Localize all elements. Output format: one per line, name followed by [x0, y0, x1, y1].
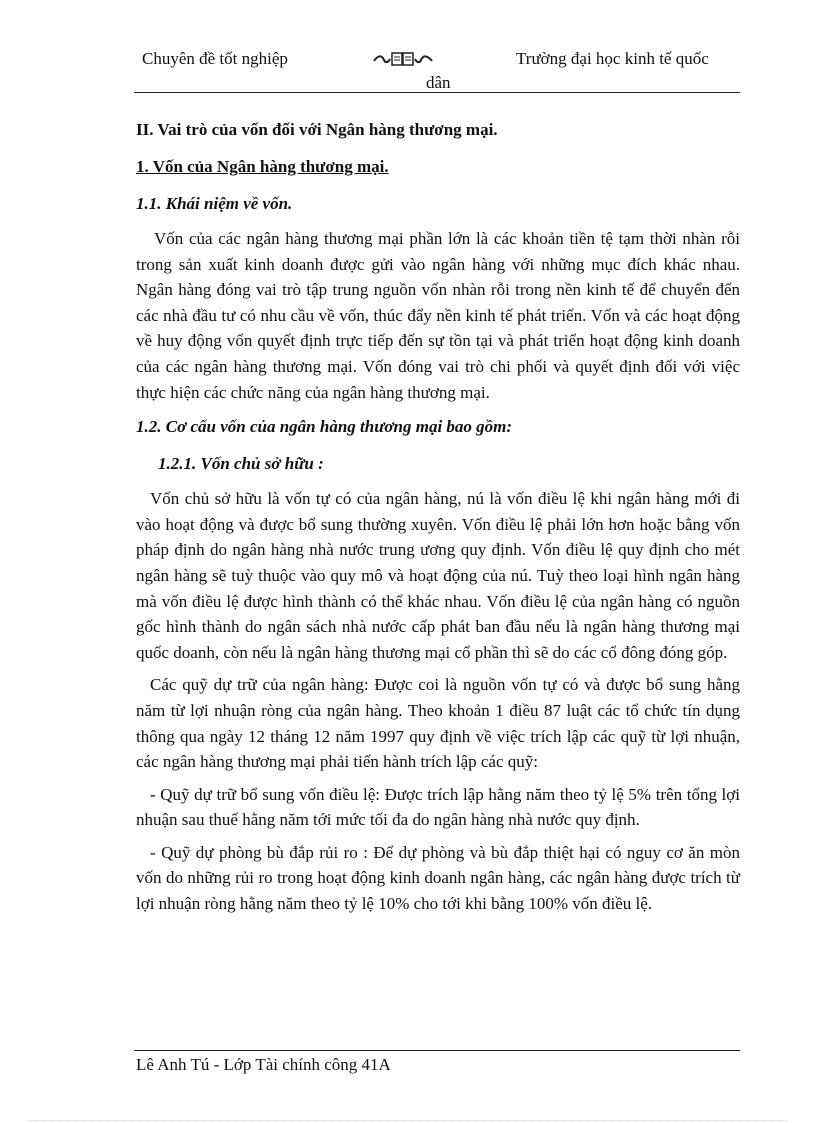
document-body	[136, 115, 740, 924]
header-left-title: Chuyên đề tốt nghiệp	[142, 49, 288, 68]
heading-1-2-1: 1.2.1. Vốn chủ sở hữu :	[158, 454, 324, 474]
paragraph-concept: Vốn của các ngân hàng thương mại phần lớn là các khoản tiền tệ tạm thời nhàn rỗi trong sản xuất kinh doanh được gửi vào ngân hàng với những mục đích khác nhau. Ngân hàng đóng vai trò tập trung nguồn vốn nhàn rỗi trong nền kinh tế để chuyển đến các nhà đầu tư có nhu cầu về vốn, thúc đẩy nền kinh tế phát triển. Vốn và các hoạt động về huy động vốn quyết định trực tiếp đến sự tồn tại và phát triển hoạt động kinh doanh của các ngân hàng thương mại. Vốn đóng vai trò chi phối và quyết định đối với việc thực hiện các chức năng của ngân hàng thương mại.	[136, 229, 740, 402]
heading-1-2: 1.2. Cơ cấu vốn của ngân hàng thương mại bao gồm:	[136, 417, 513, 437]
paragraph-equity: Vốn chủ sở hữu là vốn tự có của ngân hàng, nú là vốn điều lệ khi ngân hàng mới đi vào hoạt động và được bổ sung thường xuyên. Vốn điều lệ phải lớn hơn hoặc bằng vốn pháp định do ngân hàng nhà nước trung ương quy định. Vốn điều lệ quy định cho mét ngân hàng sẽ tuỳ thuộc vào quy mô và hoạt động của nú. Tuỳ theo loại hình ngân hàng mà vốn điều lệ được hình thành có thể khác nhau. Vốn điều lệ của ngân hàng có nguồn gốc hình thành do ngân sách nhà nước cấp phát ban đầu nếu là ngân hàng thương mại quốc doanh, còn nếu là ngân hàng thương mại cổ phần thì sẽ do các cổ đông đóng góp.	[136, 489, 740, 662]
heading-1-text: 1. Vốn của Ngân hàng thương mại.	[136, 157, 389, 176]
paragraph-charter-reserve: - Quỹ dự trữ bổ sung vốn điều lệ: Được trích lập hằng năm theo tỷ lệ 5% trên tổng lợi nhuận sau thuế hằng năm tới mức tối đa do ngân hàng nhà nước quy định.	[136, 784, 740, 830]
header-right-continuation: dân	[426, 73, 451, 92]
heading-1	[136, 152, 740, 189]
footer-rule	[134, 1050, 740, 1051]
header-right-title: Trường đại học kinh tế quốc	[516, 49, 709, 68]
heading-1-1: 1.1. Khái niệm về vốn.	[136, 194, 293, 213]
section-heading: II. Vai trò của vốn đối với Ngân hàng thương mại.	[136, 120, 498, 139]
header-rule	[134, 92, 740, 93]
page-edge	[28, 1120, 788, 1121]
paragraph-risk-reserve: - Quỹ dự phòng bù đắp rủi ro : Để dự phòng và bù đắp thiệt hại có nguy cơ ăn mòn vốn do những rủi ro trong hoạt động kinh doanh ngân hàng, các ngân hàng được trích từ lợi nhuận ròng hằng năm theo tỷ lệ 10% cho tới khi bằng 100% vốn điều lệ.	[136, 842, 740, 914]
book-ornament-icon	[372, 50, 434, 68]
paragraph-reserve-funds: Các quỹ dự trữ của ngân hàng: Được coi là nguồn vốn tự có và được bổ sung hằng năm từ lợi nhuận ròng của ngân hàng. Theo khoản 1 điều 87 luật các tổ chức tín dụng thông qua ngày 12 tháng 12 năm 1997 quy định về việc trích lập các quỹ từ lợi nhuận, các ngân hàng thương mại phải tiến hành trích lập các quỹ:	[136, 675, 740, 772]
footer-author: Lê Anh Tú - Lớp Tài chính công 41A	[136, 1055, 391, 1074]
